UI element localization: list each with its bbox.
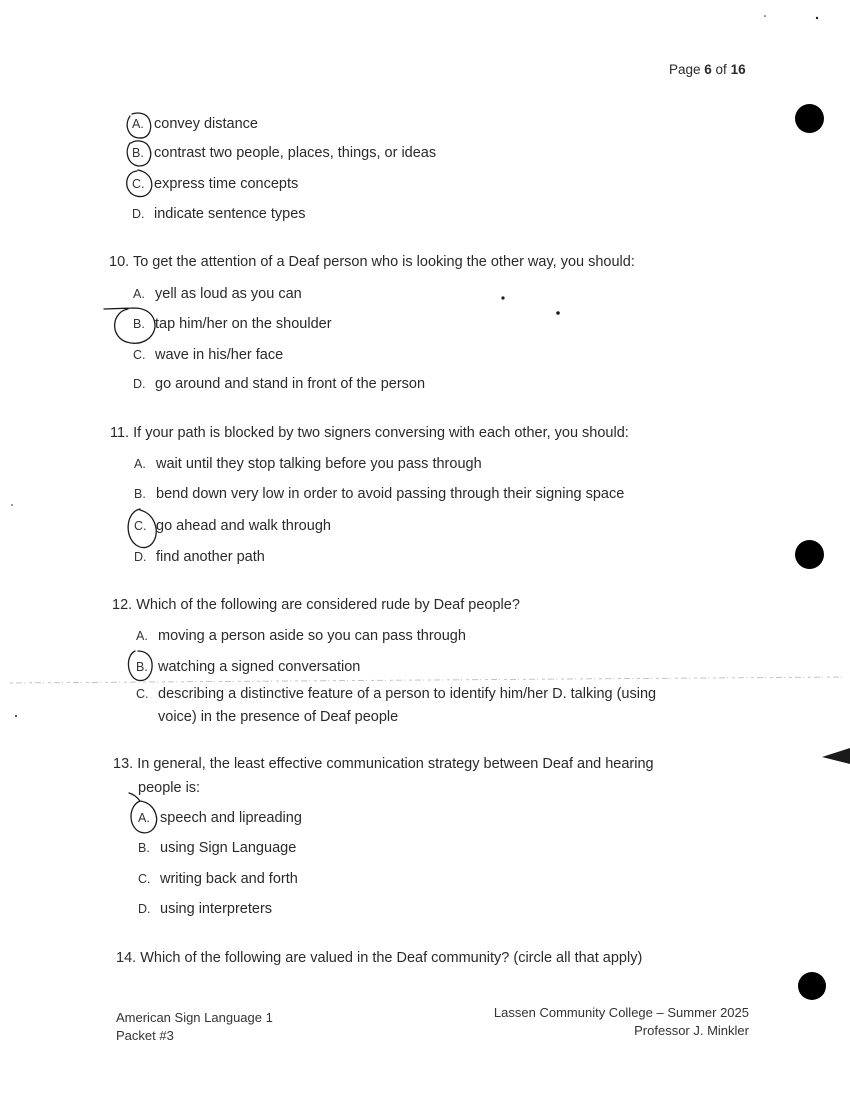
question-number: 12. — [112, 597, 133, 613]
option-letter: D. — [133, 377, 146, 391]
option-text: wait until they stop talking before you pass through — [156, 456, 482, 472]
question-text: In general, the least effective communication strategy between Deaf and hearing — [137, 756, 654, 772]
question-number: 11. — [110, 425, 130, 441]
option-letter: C. — [134, 519, 147, 533]
scan-wedge-artifact — [822, 748, 850, 764]
option-text: go around and stand in front of the person — [155, 376, 426, 392]
pen-circle-q10-b — [104, 308, 155, 343]
option-text: describing a distinctive feature of a person to identify him/her D. talking (using — [158, 686, 657, 702]
option-text: express time concepts — [154, 176, 299, 192]
option-text: wave in his/her face — [155, 347, 284, 363]
question-text: If your path is blocked by two signers conversing with each other, you should: — [133, 425, 629, 441]
option-letter: B. — [132, 146, 144, 160]
scan-speck — [11, 504, 13, 506]
pen-circle-q9-c — [127, 170, 152, 197]
option-letter: C. — [132, 177, 145, 191]
option-letter: B. — [136, 660, 148, 674]
option-text: indicate sentence types — [154, 206, 306, 222]
option-letter: B. — [134, 487, 146, 501]
option-letter: C. — [133, 348, 146, 362]
option-text: tap him/her on the shoulder — [155, 316, 332, 332]
option-text: using Sign Language — [160, 840, 297, 856]
option-letter: C. — [138, 872, 151, 886]
page-separator: of — [711, 62, 731, 77]
question-text: Which of the following are valued in the Deaf community? (circle all that apply) — [140, 950, 643, 966]
option-letter: B. — [138, 841, 150, 855]
course-name: American Sign Language 1 — [116, 1010, 273, 1025]
option-letter: A. — [134, 457, 146, 471]
option-letter: A. — [138, 811, 150, 825]
question-number: 13. — [113, 756, 134, 772]
option-text: writing back and forth — [160, 871, 298, 887]
option-letter: B. — [133, 317, 145, 331]
option-text: speech and lipreading — [160, 810, 302, 826]
option-text: yell as loud as you can — [155, 286, 302, 302]
option-letter: D. — [138, 902, 151, 916]
scan-speck — [15, 715, 17, 717]
scan-speck — [556, 311, 560, 315]
pen-circle-q9-b — [127, 141, 150, 166]
option-letter: A. — [136, 629, 148, 643]
option-letter: C. — [136, 687, 149, 701]
option-text: convey distance — [154, 116, 258, 132]
question-text: people is: — [138, 780, 201, 796]
scan-noise-line — [10, 677, 845, 683]
option-letter: A. — [132, 117, 144, 131]
pen-circle-q11-c — [128, 509, 156, 548]
question-number: 10. — [109, 254, 130, 270]
option-letter: A. — [133, 287, 145, 301]
question-text: Which of the following are considered rude by Deaf people? — [136, 597, 520, 613]
option-text: go ahead and walk through — [156, 518, 331, 534]
option-letter: D. — [132, 207, 145, 221]
pen-circle-q12-b — [128, 651, 152, 681]
pen-circle-q13-a — [129, 793, 157, 833]
professor-name: Professor J. Minkler — [634, 1023, 749, 1038]
option-text: bend down very low in order to avoid passing through their signing space — [156, 486, 625, 502]
packet-number: Packet #3 — [116, 1028, 174, 1043]
option-text: find another path — [156, 549, 265, 565]
question-number: 14. — [116, 950, 137, 966]
option-text: using interpreters — [160, 901, 273, 917]
question-text: To get the attention of a Deaf person who is looking the other way, you should: — [132, 254, 635, 270]
scan-speck — [764, 15, 766, 17]
option-text: contrast two people, places, things, or ideas — [154, 145, 437, 161]
option-text: watching a signed conversation — [158, 659, 361, 675]
scan-speck — [501, 296, 504, 299]
option-text: moving a person aside so you can pass through — [158, 628, 466, 644]
option-text: voice) in the presence of Deaf people — [158, 709, 399, 725]
page-label: Page — [669, 62, 705, 77]
scan-speck — [816, 17, 818, 19]
option-letter: D. — [134, 550, 147, 564]
pen-circle-q9-a — [127, 113, 150, 138]
page-current: 6 — [704, 62, 712, 77]
college-term: Lassen Community College – Summer 2025 — [493, 1005, 749, 1020]
page-total: 16 — [730, 62, 746, 77]
